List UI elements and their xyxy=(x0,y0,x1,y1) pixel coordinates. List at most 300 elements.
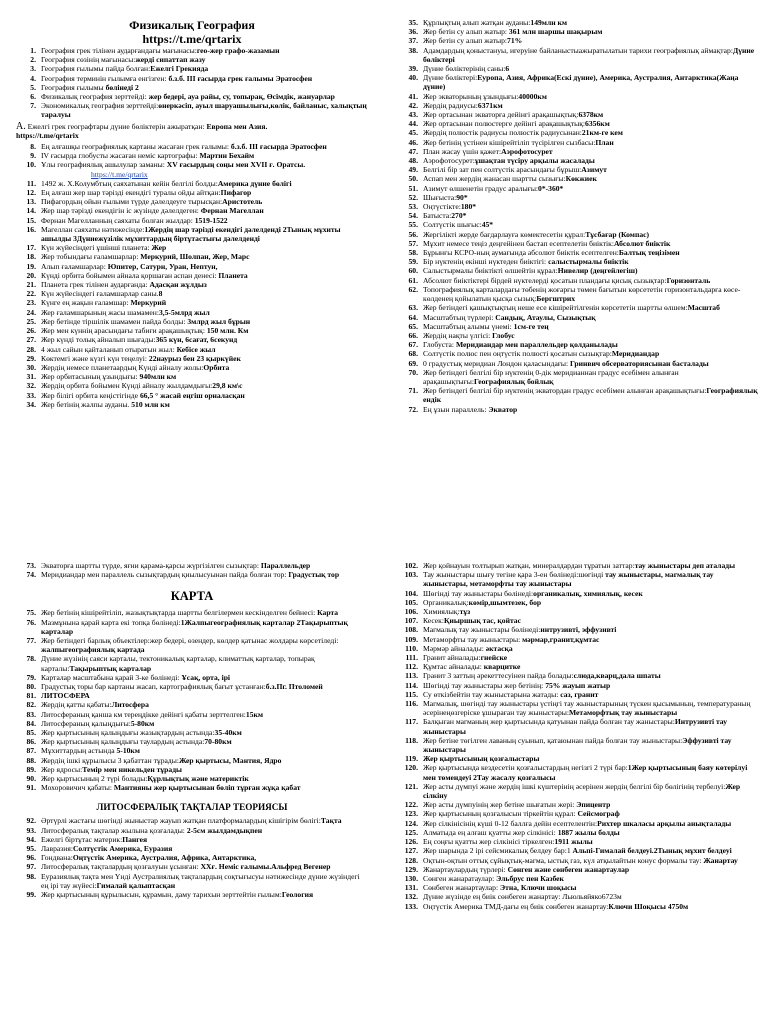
list-item xyxy=(398,598,758,607)
item-question: Шығыста: xyxy=(423,192,457,202)
item-number: 66. xyxy=(408,330,418,340)
item-answer: 1519-1522 xyxy=(194,215,228,225)
item-number: 60. xyxy=(408,266,418,276)
item-answer: 1887 жылы болды xyxy=(557,827,620,837)
item-number: 30. xyxy=(26,362,36,372)
list-item xyxy=(398,856,758,865)
item-number: 48. xyxy=(408,156,418,166)
list-item xyxy=(16,46,368,55)
item-answer: 3,5-5млрд жыл xyxy=(158,307,210,317)
list-item xyxy=(398,174,758,183)
list-item xyxy=(16,345,368,354)
item-answer: Гималай қалыптасқан xyxy=(96,880,176,890)
item-answer: Темір мен никельден тұрады xyxy=(82,764,182,774)
item-question: Дүние жүзінде ең биік сөнбеген жанартау: Льюльяйяко6723м xyxy=(423,892,622,902)
item-number: 99. xyxy=(26,890,36,900)
item-answer: Эффузивті тау жыныстары xyxy=(423,735,732,755)
item-answer: Альпі-Гималай белдеуі.2Тынық мұхит белдеуі xyxy=(572,846,732,856)
list-item xyxy=(16,862,368,871)
item-answer: тау жыныстары, магмалық тау жыныстары, метаморфты тау жыныстары xyxy=(423,570,714,589)
item-question: Жер бетінің кішірейтіліп, жазықтықтарда шартты белгілермен кескінделген бейнесі: xyxy=(41,608,318,618)
item-text xyxy=(423,156,758,165)
item-answer: Фернан Магеллан xyxy=(200,206,264,216)
item-question: Градустық торы бар картаны жасап, картографиялық бағыт ұстанған: xyxy=(41,682,266,692)
list-item xyxy=(16,691,368,700)
item-answer: Горизонталь xyxy=(666,275,711,285)
item-number: 85. xyxy=(26,728,36,738)
item-text xyxy=(423,340,758,349)
item-answer: Жер қыртысының қозғалыстары xyxy=(423,754,540,764)
item-text xyxy=(423,46,758,64)
item-question: Жер қыртысының құрылысын, құрамын, даму тарихын зерттейтін ғылым: xyxy=(41,890,282,900)
item-question: Жердің немесе планетаардың Күнді айналу жолы: xyxy=(41,362,204,372)
item-text xyxy=(41,710,368,719)
item-text xyxy=(41,298,368,307)
item-question: Жер қыртысының қалыңдығы жазықтардың астында: xyxy=(41,728,215,738)
item-text xyxy=(41,308,368,317)
item-answer: Меркурий xyxy=(130,298,167,308)
list-item xyxy=(398,359,758,368)
item-question: Жер бетіндегі белгілі бір нүктенің 0-дік меридианнан градус есебімен алынған арақашықтығы: xyxy=(423,367,679,386)
list-item xyxy=(16,710,368,719)
list-item xyxy=(398,800,758,809)
channel-link[interactable]: https://t.me/qrtarix xyxy=(16,130,79,140)
list-item xyxy=(398,46,758,64)
item-question: Жер асты дүмпуі және жердің ішкі күштерінің әсерінен жердің белгілі бір бөлігінің тербелуі: xyxy=(423,781,726,791)
item-text xyxy=(423,902,758,911)
item-number: 82. xyxy=(26,700,36,710)
item-number: 40. xyxy=(408,73,418,83)
list-item xyxy=(16,746,368,755)
item-question: Магмалық, шөгінді тау жыныстары үстіңгі тау жыныстарының түскен қысымының, температураның әсерінеңөзгеріске ұшыраған тау жыныстары: xyxy=(423,699,751,718)
item-question: Бір нүктенің екінші нүктеден биіктігі: xyxy=(423,257,549,267)
list-item xyxy=(16,618,368,636)
item-number: 9. xyxy=(30,151,36,161)
item-question: 1492 ж. Х.Колумбтың саяхатынан кейін белгілі болды: xyxy=(41,178,218,188)
list-item xyxy=(16,673,368,682)
item-number: 111. xyxy=(405,653,418,663)
item-text xyxy=(423,248,758,257)
item-text xyxy=(423,883,758,892)
item-answer: 15км xyxy=(245,709,264,719)
item-question: Алматыда ең алғаш қуатты жер сілкінісі: xyxy=(423,827,558,837)
list-item xyxy=(16,756,368,765)
list-item xyxy=(398,340,758,349)
item-number: 117. xyxy=(405,717,418,727)
list-item xyxy=(398,349,758,358)
item-question: Жер бетіндегі қашықтықтың неше есе кішірейтілгенін көрсететін шартты өлшем: xyxy=(423,303,688,313)
list-item xyxy=(398,101,758,110)
item-number: 132. xyxy=(404,892,418,902)
item-number: 29. xyxy=(26,353,36,363)
list-item xyxy=(16,570,368,579)
item-text xyxy=(423,36,758,45)
item-answer: Тақта xyxy=(320,816,342,826)
channel-link-2[interactable]: https://t.me/qrtarix xyxy=(91,169,148,179)
list-item xyxy=(16,160,368,169)
item-number: 38. xyxy=(408,45,418,55)
item-text xyxy=(41,816,368,825)
item-text xyxy=(423,193,758,202)
item-text xyxy=(423,331,758,340)
item-question: Магеллан саяхаты нәтижесінде: xyxy=(41,224,145,234)
item-text xyxy=(423,653,758,662)
item-question: География грек тілінен аударғандағы мағынасы: xyxy=(41,46,197,55)
item-answer: Аэрофотосурет xyxy=(501,146,553,156)
item-text xyxy=(423,138,758,147)
item-number: 112. xyxy=(405,662,418,672)
item-answer: Азимут xyxy=(581,165,607,175)
list-item xyxy=(16,243,368,252)
item-question: Жердің ішкі құрылысы 3 қабаттан тұрады: xyxy=(41,755,179,765)
list-item xyxy=(16,372,368,381)
item-question: Оңтүстікте: xyxy=(423,202,461,212)
item-answer: Ключи Шоқысы 4750м xyxy=(608,901,689,911)
list-item xyxy=(16,317,368,326)
item-answer: тұз xyxy=(459,607,471,617)
item-number: 80. xyxy=(26,682,36,692)
item-number: 124. xyxy=(404,818,418,828)
right-column-top xyxy=(398,18,758,414)
item-number: 61. xyxy=(408,275,418,285)
item-question: География терминін ғылымға енгізген: xyxy=(41,73,169,83)
section-heading-litho: ЛИТОСФЕРАЛЫҚ ТАҚТАЛАР ТЕОРИЯСЫ xyxy=(96,802,288,813)
list-item xyxy=(398,156,758,165)
item-question: Жер қойнауын толтырып жатқан, минералдардан тұратын заттар: xyxy=(423,561,635,570)
item-answer: көмір,шымтезек, бор xyxy=(468,597,542,607)
item-question: Жер бетіндегі барлық объектілер:жер бедері, өзендер, көлдер қатынас жолдары көрсетіледі: xyxy=(41,636,339,646)
left-column-bottom xyxy=(16,561,368,899)
list-item xyxy=(398,138,758,147)
item-answer: б.з.б. ІІІ ғасырда Эратосфен xyxy=(230,142,327,152)
item-text xyxy=(41,83,368,92)
list-item xyxy=(16,280,368,289)
item-number: 15. xyxy=(26,215,36,225)
item-answer: Жер сілкіну xyxy=(423,781,741,801)
item-number: 70. xyxy=(408,367,418,377)
list-item xyxy=(398,92,758,101)
item-number: 81. xyxy=(26,691,36,701)
item-number: 120. xyxy=(404,763,418,773)
item-number: 46. xyxy=(408,137,418,147)
item-text xyxy=(423,101,758,110)
item-number: 7. xyxy=(30,101,36,111)
item-text xyxy=(41,654,368,672)
item-question: План жасау үшін қажет: xyxy=(423,146,502,156)
item-answer: саз, гранит xyxy=(560,689,599,699)
item-text xyxy=(41,345,368,354)
list-item xyxy=(398,119,758,128)
item-answer: 40000км xyxy=(518,91,547,101)
item-answer: б.з.Пг. Птоломей xyxy=(265,682,323,692)
item-question: Ұлы географиялық ашылулар заманы: xyxy=(41,160,167,170)
item-answer: 149млн км xyxy=(530,18,568,27)
item-number: 71. xyxy=(408,386,418,396)
item-answer: Құрлықтық және материктік xyxy=(147,774,249,784)
item-text xyxy=(41,728,368,737)
item-answer: Планета xyxy=(218,270,248,280)
item-text xyxy=(41,746,368,755)
item-answer: жер бедері, ауа райы, су, топырақ, Өсімдік, жануарлар xyxy=(148,92,335,102)
item-answer: салыстырмалы биіктік xyxy=(548,257,629,267)
item-text xyxy=(423,782,758,800)
item-number: 103. xyxy=(404,570,418,580)
item-answer: слюда,кварц,дала шпаты xyxy=(573,671,661,681)
page-title: Физикалық География xyxy=(129,18,255,32)
item-text xyxy=(41,363,368,372)
item-number: 27. xyxy=(26,335,36,345)
item-number: 90. xyxy=(26,774,36,784)
item-number: 109. xyxy=(404,634,418,644)
item-answer: Параллельдер xyxy=(260,561,311,570)
list-item xyxy=(16,363,368,372)
list-item xyxy=(16,74,368,83)
item-number: 25. xyxy=(26,316,36,326)
list-item xyxy=(398,73,758,91)
item-answer: 1Жер қыртысының баяу көтерілуі мен төмендеуі 2Тау жасалу қозғалысы xyxy=(423,763,748,782)
item-answer: Геология xyxy=(281,890,314,900)
item-question: Жер шар тәрізді екендігін іс жүзінде дәлелдеген: xyxy=(41,206,201,216)
item-answer: 45* xyxy=(481,220,494,230)
item-text xyxy=(423,303,758,312)
item-number: 13. xyxy=(26,197,36,207)
list-item xyxy=(16,298,368,307)
item-number: 50. xyxy=(408,174,418,184)
item-question: Мұхит немесе теңіз деңгейінен бастап есептелетін биіктік: xyxy=(423,238,614,248)
item-answer: Ежелгі Грекияда xyxy=(150,64,209,74)
item-question: Мохоровичич қабаты: xyxy=(41,783,114,793)
item-number: 102. xyxy=(404,561,418,570)
item-number: 57. xyxy=(408,238,418,248)
item-question: Планета грек тілінен аударғанда: xyxy=(41,280,150,290)
item-question: Оңтүстік Америка ТМД-дағы ең биік сөнбеген жанартау: xyxy=(423,901,609,911)
item-answer: Гринвич обсерваториясынан басталады xyxy=(570,358,709,368)
item-answer: Жер xyxy=(151,243,167,253)
item-number: 93. xyxy=(26,825,36,835)
item-answer: Меркурий, Шолпан, Жер, Марс xyxy=(140,252,250,262)
item-question: Жердің полюстік радиусы полюстік радиусынан: xyxy=(423,128,582,138)
list-item xyxy=(16,636,368,654)
list-item xyxy=(16,816,368,825)
item-question: Ең алғаш жер шар тәрізді екендігі туралы ойды айтқан: xyxy=(41,188,221,198)
item-answer: 940млн км xyxy=(139,372,177,382)
item-number: 33. xyxy=(26,390,36,400)
item-number: 23. xyxy=(26,298,36,308)
item-text xyxy=(423,681,758,690)
list-item xyxy=(16,289,368,298)
list-item xyxy=(398,220,758,229)
item-answer: Мантияны жер қыртысынан бөліп тұрған жұқа қабат xyxy=(113,783,301,793)
item-answer: Сөнген және сөнбеген жанартаулар xyxy=(507,864,630,874)
item-question: Жер қыртысында кездесетін қозғалыстардың негізгі 2 түрі бар: xyxy=(423,763,628,773)
list-item xyxy=(398,405,758,414)
item-text xyxy=(41,783,368,792)
item-number: 89. xyxy=(26,764,36,774)
item-text xyxy=(41,197,368,206)
list-item xyxy=(16,271,368,280)
item-question: Экваторға шартты түрде, яғни қарама-қарсы жүргізілген сызықтар: xyxy=(41,561,261,570)
item-answer: 21км-ге кем xyxy=(581,128,623,138)
item-number: 105. xyxy=(404,597,418,607)
item-answer: Градустық тор xyxy=(288,570,340,580)
list-item xyxy=(16,844,368,853)
list-item xyxy=(398,809,758,818)
item-answer: 365 күн, 6сағат, 6секунд xyxy=(155,335,238,345)
item-answer: 3млрд жыл бұрын xyxy=(187,316,251,326)
list-item xyxy=(398,874,758,883)
list-item xyxy=(398,782,758,800)
item-answer: 1Жердің шар тәрізді екендігі дәлелденді 2Тынық мұхиты ашылды 3Дүниежүзілік мұхиттардың біртұтастығы дәлелденді xyxy=(41,224,341,244)
item-answer: 5-80км xyxy=(130,718,155,728)
item-number: 78. xyxy=(26,654,36,664)
item-question: Күнге ең жақын ғаламшар: xyxy=(41,298,131,308)
item-question: Балқыған магманың жер қыртысында қатуынан пайда болған тау жаныстары: xyxy=(423,717,675,727)
list-item xyxy=(398,883,758,892)
question-list-1b xyxy=(16,142,368,170)
item-question: Жер ортасынан полюстерге дейінгі арақашықтық: xyxy=(423,119,586,129)
list-item xyxy=(398,902,758,911)
item-number: 59. xyxy=(408,257,418,267)
item-answer: бөлінеді 2 xyxy=(105,82,139,92)
item-text xyxy=(423,119,758,128)
item-answer: 1см-ге тең xyxy=(513,321,549,331)
item-number: 31. xyxy=(26,372,36,382)
item-number: 32. xyxy=(26,381,36,391)
item-question: Салыстырмалы биіктікті өлшейтін құрал: xyxy=(423,266,558,276)
list-item xyxy=(16,682,368,691)
list-item xyxy=(398,266,758,275)
item-question: География ғылымы xyxy=(41,82,106,92)
item-text xyxy=(423,699,758,717)
list-item xyxy=(398,211,758,220)
item-text xyxy=(41,608,368,617)
item-question: Жердің радиусы: xyxy=(423,100,478,110)
link-line xyxy=(16,170,368,179)
item-question: Жер білігі орбита кеңістігінде xyxy=(41,390,140,400)
item-answer: Пифагор xyxy=(220,188,252,198)
item-answer: Бергштрих xyxy=(536,294,576,304)
list-item xyxy=(398,736,758,754)
list-item xyxy=(16,142,368,151)
item-number: 130. xyxy=(404,873,418,883)
item-answer: 270* xyxy=(451,211,467,221)
item-question: Жер қыртысының 2 түрі болады: xyxy=(41,774,148,784)
item-text xyxy=(423,64,758,73)
list-item xyxy=(398,313,758,322)
item-text xyxy=(41,372,368,381)
item-text xyxy=(41,890,368,899)
item-question: Глобуста: xyxy=(423,340,456,350)
item-answer: 90* xyxy=(456,192,468,202)
item-text xyxy=(423,561,758,570)
item-question: Жер қыртысының қозғалысын тіркейтін құрал: xyxy=(423,809,578,819)
item-answer: Нивелир (деңгейлегіш) xyxy=(557,266,638,276)
list-item xyxy=(398,690,758,699)
item-answer: Рихтер шкаласы арқылы анықталады xyxy=(597,818,732,828)
right-column-bottom xyxy=(398,561,758,911)
item-number: 10. xyxy=(26,160,36,170)
item-answer: 2-5см жылдамдықпен xyxy=(186,825,263,835)
item-text xyxy=(423,386,758,404)
item-text xyxy=(423,662,758,671)
item-question: Масштабтың алымы үнемі: xyxy=(423,321,514,331)
item-question: Химиялық: xyxy=(423,607,460,617)
list-item xyxy=(398,754,758,763)
list-item xyxy=(398,331,758,340)
item-number: 19. xyxy=(26,261,36,271)
list-item xyxy=(16,654,368,672)
list-item xyxy=(398,589,758,598)
item-text xyxy=(41,74,368,83)
item-answer: Орбита xyxy=(203,362,230,372)
item-question: Жер экваторының ұзындығы: xyxy=(423,91,519,101)
item-text xyxy=(41,271,368,280)
list-item xyxy=(16,55,368,64)
list-item xyxy=(16,308,368,317)
list-item xyxy=(16,335,368,344)
item-text xyxy=(423,846,758,855)
item-question: Жер бетінің жалпы ауданы. xyxy=(41,399,132,409)
item-question: Дүние бөліктерінің саны: xyxy=(423,64,506,74)
item-answer: 35-40км xyxy=(214,728,242,738)
item-question: Жер ядросы: xyxy=(41,764,83,774)
item-text xyxy=(41,391,368,400)
list-item xyxy=(16,719,368,728)
item-question: Жер мен күннің арасындағы табиғи арақашықтық: xyxy=(41,326,207,336)
item-number: 110. xyxy=(405,643,418,653)
item-answer: 22наурыз бен 23 қыркүйек xyxy=(148,353,241,363)
list-item xyxy=(398,64,758,73)
item-number: 113. xyxy=(405,671,418,681)
item-number: 122. xyxy=(404,800,418,810)
item-text xyxy=(41,774,368,783)
item-text xyxy=(41,216,368,225)
list-item xyxy=(398,892,758,901)
item-answer: Дүние бөліктері xyxy=(423,45,755,64)
item-answer: 5-10км xyxy=(116,746,140,756)
title-link[interactable]: https://t.me/qrtarix xyxy=(142,32,242,46)
item-number: 84. xyxy=(26,718,36,728)
item-text xyxy=(41,673,368,682)
item-question: Аспап мен жердің жанасан шартты сызығы: xyxy=(423,174,566,184)
list-item xyxy=(16,608,368,617)
item-text xyxy=(423,165,758,174)
item-text xyxy=(41,317,368,326)
item-text xyxy=(423,671,758,680)
item-text xyxy=(423,717,758,735)
item-question: Жергілікті жерде бағдарлауға көмектесетін құрал: xyxy=(423,229,586,239)
item-question: Жер бетіне төгілген лаваның суынып, қатаюынан пайда болған тау жыныстары: xyxy=(423,735,683,745)
item-answer: Мартин Бехайм xyxy=(199,151,255,161)
item-question: Литосфераның қанша км тереңдікке дейінгі қабаты зерттелген: xyxy=(41,709,246,719)
item-question: Жер бетіндегі белгілі бір нүктенің экватордан градус есебімен алынған арақашықтығы: xyxy=(423,386,707,396)
item-answer: 75% жауып жатыр xyxy=(545,680,611,690)
item-number: 68. xyxy=(408,349,418,359)
item-question: Литосфералық тақталардың қозғалуын ұсынған: xyxy=(41,862,201,872)
item-question: Жер шарында 2 ірі сейсмикалық белдеу бар:1 xyxy=(423,846,573,856)
question-list-3c xyxy=(16,816,368,899)
item-number: 63. xyxy=(408,303,418,313)
item-question: Мұхиттардың астында xyxy=(41,746,117,756)
item-text xyxy=(41,335,368,344)
item-question: Жанартаулардың түрлері: xyxy=(423,864,508,874)
list-item xyxy=(16,188,368,197)
list-item xyxy=(398,202,758,211)
question-list-1 xyxy=(16,46,368,120)
item-text xyxy=(423,625,758,634)
list-item xyxy=(398,257,758,266)
list-item xyxy=(16,890,368,899)
